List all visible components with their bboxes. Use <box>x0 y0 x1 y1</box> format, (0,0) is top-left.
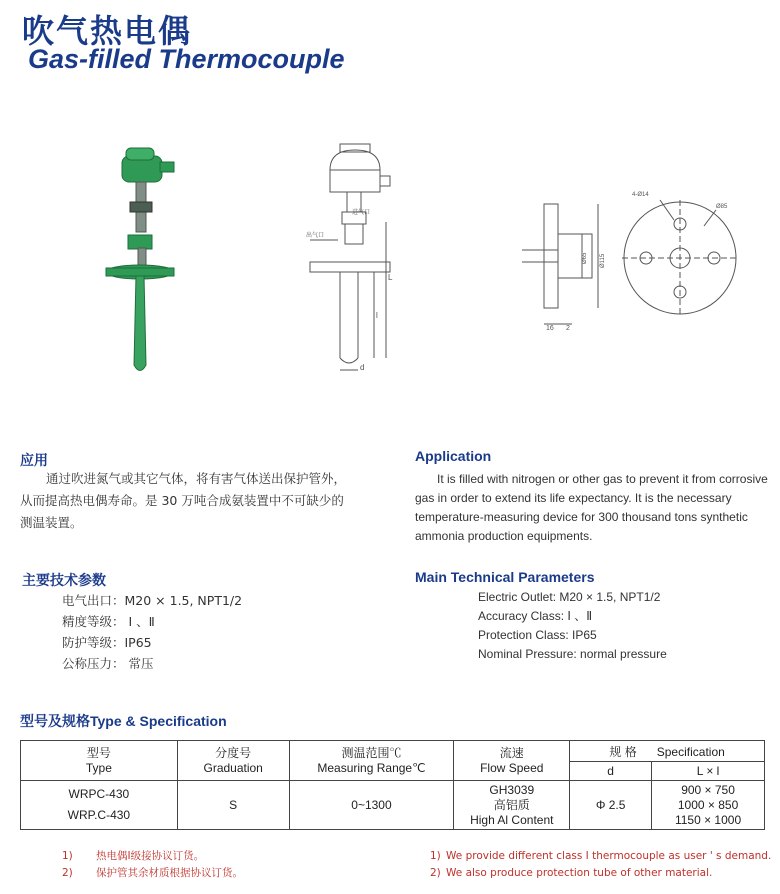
dim-phi85-label: Ø85 <box>716 204 728 210</box>
header-Lxl: L × l <box>652 762 765 781</box>
parameter-item-cn: 公称压力： 常压 <box>62 656 154 671</box>
parameter-item-cn: 电气出口：M20 × 1.5, NPT1/2 <box>62 593 243 608</box>
cell-sizes: 900 × 750 1000 × 850 1150 × 1000 <box>652 781 765 830</box>
parameter-item-cn: 防护等级：IP65 <box>62 635 152 650</box>
header-range: 测温范围℃ Measuring Range℃ <box>289 741 454 781</box>
header-specification: 规 格 Specification <box>570 741 765 762</box>
application-line-cn: 从而提高热电偶寿命。是 30 万吨合成氨装置中不可缺少的 <box>20 493 344 508</box>
table-header-row <box>21 741 765 762</box>
application-text-cn <box>20 468 347 534</box>
dim-4phi14-label: 4-Ø14 <box>632 192 649 198</box>
side-view-drawing <box>300 140 410 385</box>
gas-inlet-label: 进气口 <box>352 209 371 216</box>
dim-phi115-label: Ø115 <box>600 253 606 268</box>
header-flow: 流速 Flow Speed <box>454 741 570 781</box>
spec-table <box>20 740 765 830</box>
flange-side-view <box>520 190 610 340</box>
application-line-cn: 通过吹进氮气或其它气体，将有害气体送出保护管外， <box>46 471 347 486</box>
flange-front-view <box>612 186 752 326</box>
dim-16-label: 16 <box>546 325 554 332</box>
dim-l-label: l <box>376 311 378 320</box>
dim-L-label: L <box>388 273 393 282</box>
dim-2-label: 2 <box>566 325 570 332</box>
cell-flow: GH3039 高铝质 High Al Content <box>454 781 570 830</box>
parameters-list-cn <box>62 590 242 674</box>
application-line-en: ammonia production equipments. <box>415 529 593 543</box>
table-row <box>21 781 765 830</box>
cell-types: WRPC-430 WRP.C-430 <box>21 781 178 830</box>
application-heading-cn: 应用 <box>20 453 48 469</box>
product-photo <box>100 140 190 385</box>
parameters-heading-en: Main Technical Parameters <box>415 569 595 585</box>
parameters-heading-cn: 主要技术参数 <box>22 573 106 589</box>
spec-heading-en: Type & Specification <box>90 713 227 729</box>
parameters-list-en <box>478 588 667 664</box>
dim-d-label: d <box>360 363 365 372</box>
application-heading-en: Application <box>415 448 492 464</box>
parameter-item-en: Protection Class: IP65 <box>478 628 597 642</box>
application-line-cn: 测温装置。 <box>20 515 83 530</box>
header-graduation: 分度号 Graduation <box>177 741 289 781</box>
parameter-item-en: Nominal Pressure: normal pressure <box>478 647 667 661</box>
notes-en: 1) We provide different class Ⅰ thermocouple as user ' s demand. 2) We also produce protection tube of other material. <box>430 850 772 879</box>
header-type: 型号 Type <box>21 741 178 781</box>
cell-graduation: S <box>177 781 289 830</box>
junction-head-icon <box>122 148 174 182</box>
dim-phi65-label: Ø65 <box>582 252 588 264</box>
spec-heading-cn: 型号及规格 <box>20 714 90 730</box>
spec-heading <box>20 711 227 731</box>
application-line-en: It is filled with nitrogen or other gas to prevent it from corrosive <box>437 472 768 486</box>
page-title-cn: 吹气热电偶 <box>22 12 193 50</box>
application-line-en: gas in order to extend its life expectancy. It is the necessary <box>415 491 732 505</box>
application-line-en: temperature-measuring device for 300 thousand tons synthetic <box>415 510 748 524</box>
parameter-item-en: Accuracy Class: Ⅰ 、Ⅱ <box>478 609 593 623</box>
notes-cn: 1) 热电偶Ⅰ级接协议订货。 2) 保护管其余材质根据协议订货。 <box>62 850 243 879</box>
cell-d: Φ 2.5 <box>570 781 652 830</box>
parameter-item-cn: 精度等级： Ⅰ 、Ⅱ <box>62 614 155 629</box>
gas-outlet-label: 出气口 <box>306 232 325 239</box>
parameter-item-en: Electric Outlet: M20 × 1.5, NPT1/2 <box>478 590 661 604</box>
application-text-en <box>415 470 770 546</box>
page-title-en: Gas-filled Thermocouple <box>28 44 345 74</box>
cell-range: 0~1300 <box>289 781 454 830</box>
header-d: d <box>570 762 652 781</box>
